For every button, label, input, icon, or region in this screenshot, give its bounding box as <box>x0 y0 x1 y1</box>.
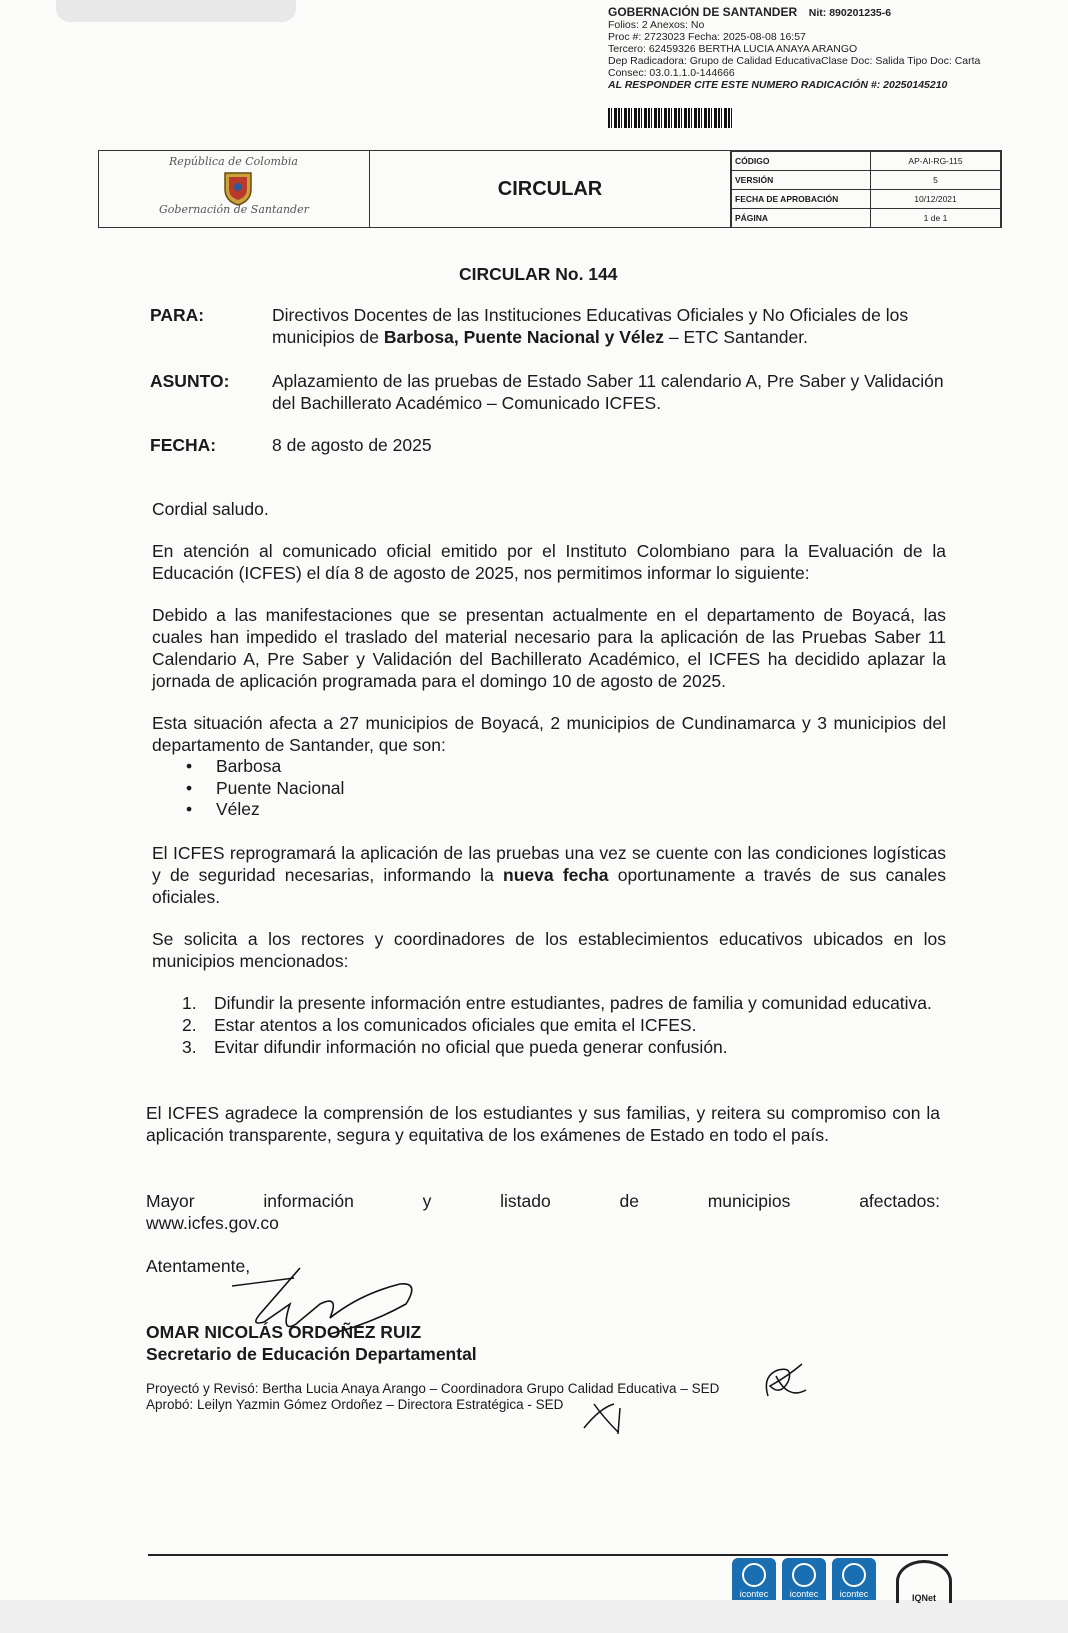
paragraph-6: El ICFES agradece la comprensión de los estudiantes y sus familias, y reitera su compromiso con la aplicación transparente, segura y equitativa de los exámenes de Estado en todo el país. <box>146 1103 940 1145</box>
paragraph-3: Esta situación afecta a 27 municipios de Boyacá, 2 municipios de Cundinamarca y 3 municipios del departamento de Santander, que son: <box>152 713 946 755</box>
logo-top-text: República de Colombia <box>169 155 298 168</box>
iqnet-badge: IQNet <box>896 1560 952 1603</box>
radicado-tercero: Tercero: 62459326 BERTHA LUCIA ANAYA ARANGO <box>608 43 858 55</box>
item-number: 3. <box>182 1037 197 1057</box>
info-word: información <box>263 1191 354 1211</box>
certification-badge <box>832 1558 876 1600</box>
para-value <box>272 304 944 348</box>
meta-value: 5 <box>871 171 1001 190</box>
radicado-consec: Consec: 03.0.1.1.0-144666 <box>608 67 735 79</box>
signer-role: Secretario de Educación Departamental <box>146 1344 477 1364</box>
paragraph-1: En atención al comunicado oficial emitido por el Instituto Colombiano para la Evaluación de la Educación (ICFES) el día 8 de agosto de 2025, nos permitimos informar lo siguiente: <box>152 541 946 583</box>
meta-key: PÁGINA <box>732 209 871 228</box>
more-info-line <box>146 1190 940 1212</box>
list-item <box>182 1036 946 1058</box>
para-text: Directivos Docentes de las Instituciones Educativas Oficiales y No Oficiales de los municipios de <box>272 305 909 347</box>
meta-key: VERSIÓN <box>732 171 871 190</box>
cert-label: icontec <box>789 1589 819 1599</box>
initials-scribble-icon <box>580 1398 640 1438</box>
closing: Atentamente, <box>146 1256 251 1276</box>
doc-meta-table <box>731 151 1001 228</box>
p4-text-a: El ICFES reprogramará la aplicación de las pruebas una vez se cuente con las condiciones logísticas y de seguridad necesarias, informando la <box>152 843 946 885</box>
cert-label: icontec <box>739 1589 769 1599</box>
greeting: Cordial saludo. <box>152 499 269 519</box>
meta-value: AP-AI-RG-115 <box>871 152 1001 171</box>
aprobo-line: Aprobó: Leilyn Yazmin Gómez Ordoñez – Directora Estratégica - SED <box>146 1397 564 1412</box>
radicado-cite: AL RESPONDER CITE ESTE NUMERO RADICACIÓN #: 20250145210 <box>608 79 948 91</box>
item-number: 1. <box>182 993 197 1013</box>
meta-row <box>732 171 1001 190</box>
list-item: • Puente Nacional <box>186 777 345 798</box>
para-label: PARA: <box>150 305 205 325</box>
meta-row <box>732 152 1001 171</box>
municipio-name: Vélez <box>216 799 260 819</box>
cert-label: icontec <box>839 1589 869 1599</box>
radicado-nit: Nit: 890201235-6 <box>808 7 892 19</box>
radicado-proc: Proc #: 2723023 Fecha: 2025-08-08 16:57 <box>608 31 806 43</box>
item-text: Difundir la presente información entre estudiantes, padres de familia y comunidad educativa. <box>214 993 932 1013</box>
info-word: Mayor <box>146 1191 195 1211</box>
actions-list <box>182 992 946 1058</box>
meta-row <box>732 190 1001 209</box>
info-word: de <box>619 1191 639 1211</box>
radicado-dep: Dep Radicadora: Grupo de Calidad EducativaClase Doc: Salida Tipo Doc: Carta <box>608 55 981 67</box>
municipio-name: Barbosa <box>216 756 282 776</box>
p4-text-b: oportunamente a través de sus canales oficiales. <box>152 865 946 907</box>
para-end: – ETC Santander. <box>668 327 808 347</box>
item-text: Evitar difundir información no oficial que pueda generar confusión. <box>214 1037 728 1057</box>
certification-icon <box>742 1563 766 1587</box>
list-item: • Vélez <box>186 799 260 819</box>
scan-artifact <box>56 0 296 22</box>
list-item <box>182 1014 946 1036</box>
info-word: listado <box>500 1191 551 1211</box>
paragraph-4 <box>152 842 946 908</box>
item-number: 2. <box>182 1015 197 1035</box>
barcode <box>608 108 734 128</box>
certification-icon <box>842 1563 866 1587</box>
radicado-entity: GOBERNACIÓN DE SANTANDER <box>608 5 798 19</box>
certification-icon <box>792 1563 816 1587</box>
info-word: municipios <box>707 1191 791 1211</box>
paragraph-2: Debido a las manifestaciones que se presentan actualmente en el departamento de Boyacá, las cuales han impedido el traslado del material necesario para la aplicación de las Pruebas Saber 11 Calendario A, Pre Saber y Validación del Bachillerato Académico, el ICFES ha decidido aplazar la jornada de aplicación programada para el domingo 10 de agosto de 2025. <box>152 605 946 691</box>
meta-key: CÓDIGO <box>732 152 871 171</box>
meta-row <box>732 209 1001 228</box>
radicado-folios: Folios: 2 Anexos: No <box>608 19 705 31</box>
proyecto-line: Proyectó y Revisó: Bertha Lucia Anaya Arango – Coordinadora Grupo Calidad Educativa – SED <box>146 1381 720 1396</box>
meta-value: 10/12/2021 <box>871 190 1001 209</box>
footer-divider <box>148 1554 948 1556</box>
circular-title: CIRCULAR No. 144 <box>459 264 618 284</box>
certification-badge <box>782 1558 826 1600</box>
list-item: • Barbosa <box>186 756 282 776</box>
logo-bottom-text: Gobernación de Santander <box>159 203 309 216</box>
paragraph-5: Se solicita a los rectores y coordinadores de los establecimientos educativos ubicados en los municipios mencionados: <box>152 929 946 971</box>
para-bold: Barbosa, Puente Nacional y Vélez <box>383 327 664 347</box>
radicado-stamp <box>608 6 980 91</box>
info-url: www.icfes.gov.co <box>146 1213 279 1233</box>
gobernacion-logo <box>99 151 370 227</box>
municipios-list <box>186 755 344 820</box>
coat-of-arms-icon <box>221 169 255 207</box>
certification-badge <box>732 1558 776 1600</box>
meta-value: 1 de 1 <box>871 209 1001 228</box>
signer-name: OMAR NICOLÁS ORDOÑEZ RUIZ <box>146 1322 422 1342</box>
p4-bold: nueva fecha <box>503 865 609 885</box>
fecha-value: 8 de agosto de 2025 <box>272 435 432 455</box>
info-word: y <box>422 1191 432 1211</box>
asunto-value: Aplazamiento de las pruebas de Estado Saber 11 calendario A, Pre Saber y Validación del Bachillerato Académico – Comunicado ICFES. <box>272 371 944 413</box>
asunto-label: ASUNTO: <box>150 371 230 391</box>
fecha-label: FECHA: <box>150 435 217 455</box>
doc-type-title: CIRCULAR <box>370 151 731 227</box>
meta-key: FECHA DE APROBACIÓN <box>732 190 871 209</box>
initials-scribble-icon <box>758 1356 810 1408</box>
municipio-name: Puente Nacional <box>216 777 345 798</box>
list-item <box>182 992 946 1014</box>
document-header <box>98 150 1002 228</box>
item-text: Estar atentos a los comunicados oficiales que emita el ICFES. <box>214 1015 697 1035</box>
info-word: afectados: <box>859 1191 940 1211</box>
